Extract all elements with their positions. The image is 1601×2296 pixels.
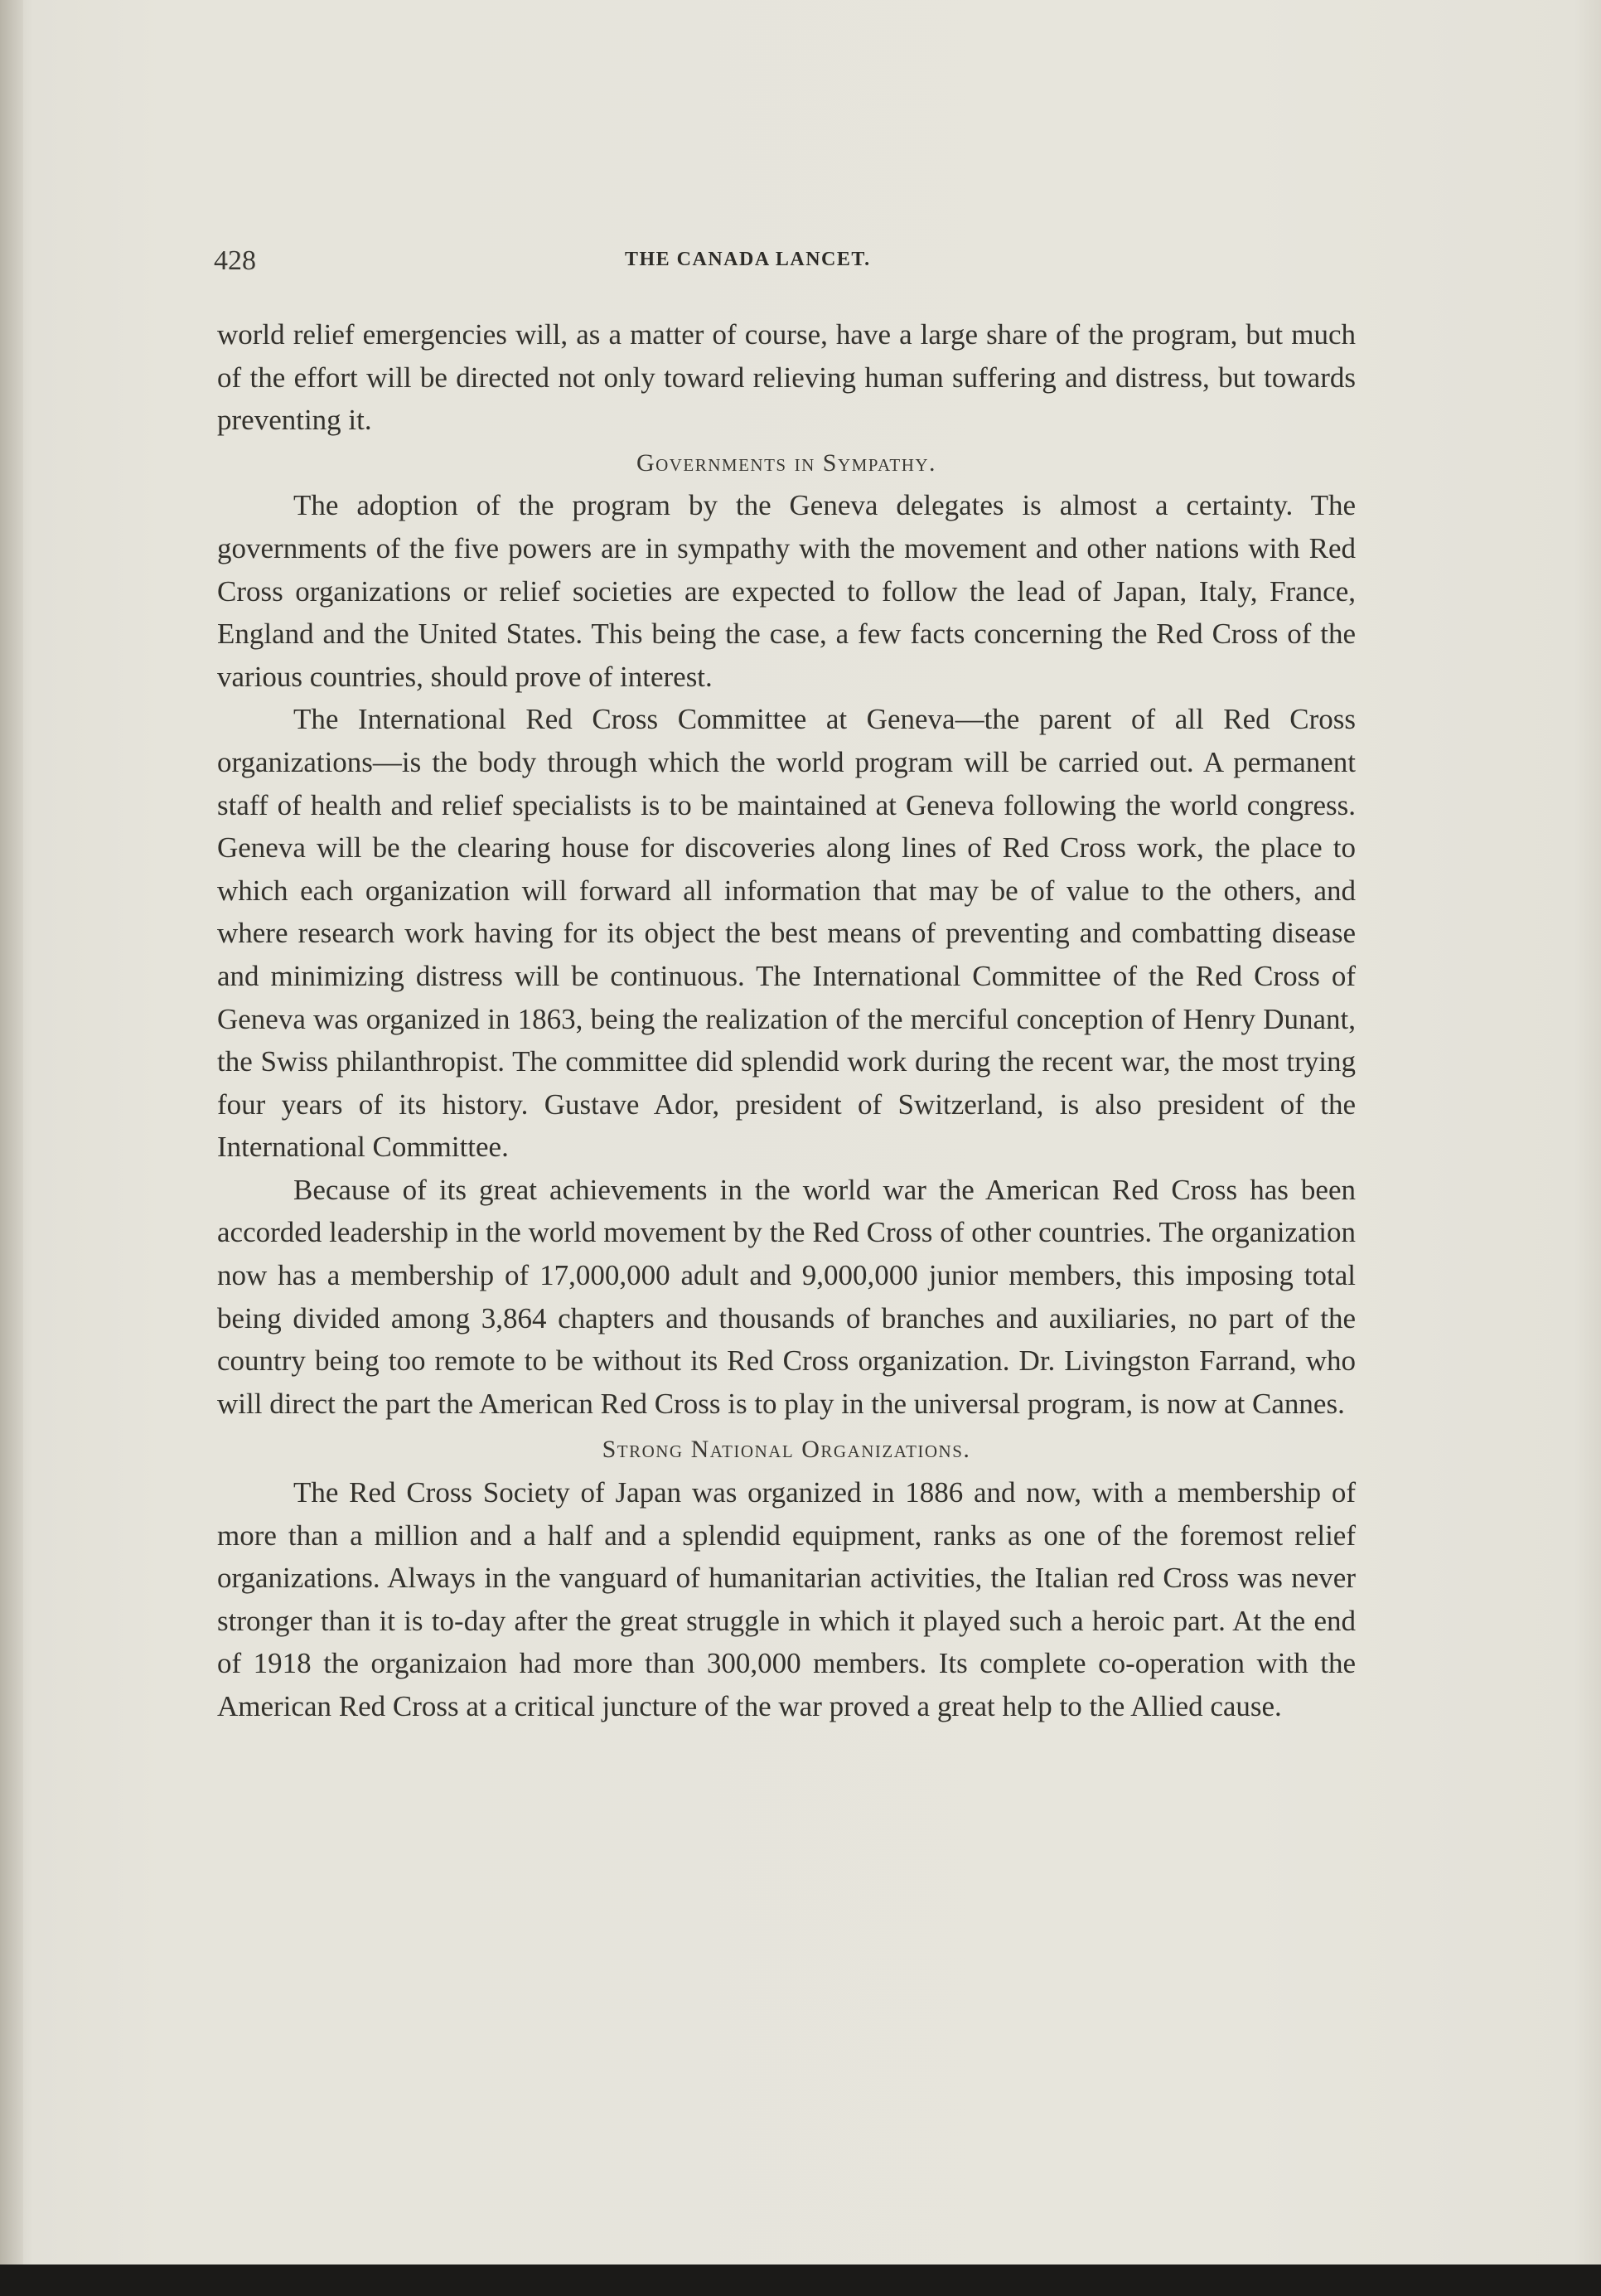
scan-bottom-edge bbox=[0, 2265, 1601, 2296]
section-heading-national: Strong National Organizations. bbox=[602, 1436, 971, 1464]
section-heading-governments: Governments in Sympathy. bbox=[636, 448, 937, 477]
page-header bbox=[214, 245, 1366, 282]
page-number: 428 bbox=[214, 245, 256, 276]
article-body bbox=[217, 313, 1356, 1728]
paragraph-adoption: The adoption of the program by the Geneva delegates is almost a certainty. The governments of the five powers are in sympathy with the movement and other nations with Red Cross organizations or relief societies are expected to follow the lead of Japan, Italy, France, England and the United States. This being the case, a few facts concerning the Red Cross of the various countries, should prove of interest. bbox=[217, 489, 1356, 693]
paragraph-american-red-cross: Because of its great achievements in the world war the American Red Cross has been accorded leadership in the world movement by the Red Cross of other countries. The organization now has a membership of 17,000,000 adult and 9,000,000 junior members, this imposing total being divided among 3,864 chapters and thousands of branches and auxiliaries, no part of the country being too remote to be without its Red Cross organization. Dr. Livingston Farrand, who will direct the part the American Red Cross is to play in the universal program, is now at Cannes. bbox=[217, 1173, 1356, 1420]
paragraph-japan-italy: The Red Cross Society of Japan was organized in 1886 and now, with a membership of more than a million and a half and a splendid equipment, ranks as one of the foremost relief organizations. Always in the vanguard of humanitarian activities, the Italian red Cross was never stronger than it is to-day after the great struggle in which it played such a heroic part. At the end of 1918 the organizaion had more than 300,000 members. Its complete co-operation with the American Red Cross at a critical juncture of the war proved a great help to the Allied cause. bbox=[217, 1476, 1356, 1722]
page-gutter bbox=[0, 0, 23, 2265]
running-title: THE CANADA LANCET. bbox=[625, 249, 871, 270]
paragraph-continuation: world relief emergencies will, as a matter of course, have a large share of the program, but much of the effort will be directed not only toward relieving human suffering and distress, but towards preventing it. bbox=[217, 318, 1356, 437]
paragraph-international-committee: The International Red Cross Committee at Geneva—the parent of all Red Cross organizations—is the body through which the world program will be carried out. A permanent staff of health and relief specialists is to be maintained at Geneva following the world congress. Geneva will be the clearing house for discoveries along lines of Red Cross work, the place to which each organization will forward all information that may be of value to the others, and where research work having for its object the best means of preventing and combatting disease and minimizing distress will be continuous. The International Committee of the Red Cross of Geneva was organized in 1863, being the realization of the merciful conception of Henry Dunant, the Swiss philanthropist. The committee did splendid work during the recent war, the most trying four years of its history. Gustave Ador, president of Switzerland, is also president of the International Committee. bbox=[217, 703, 1356, 1164]
